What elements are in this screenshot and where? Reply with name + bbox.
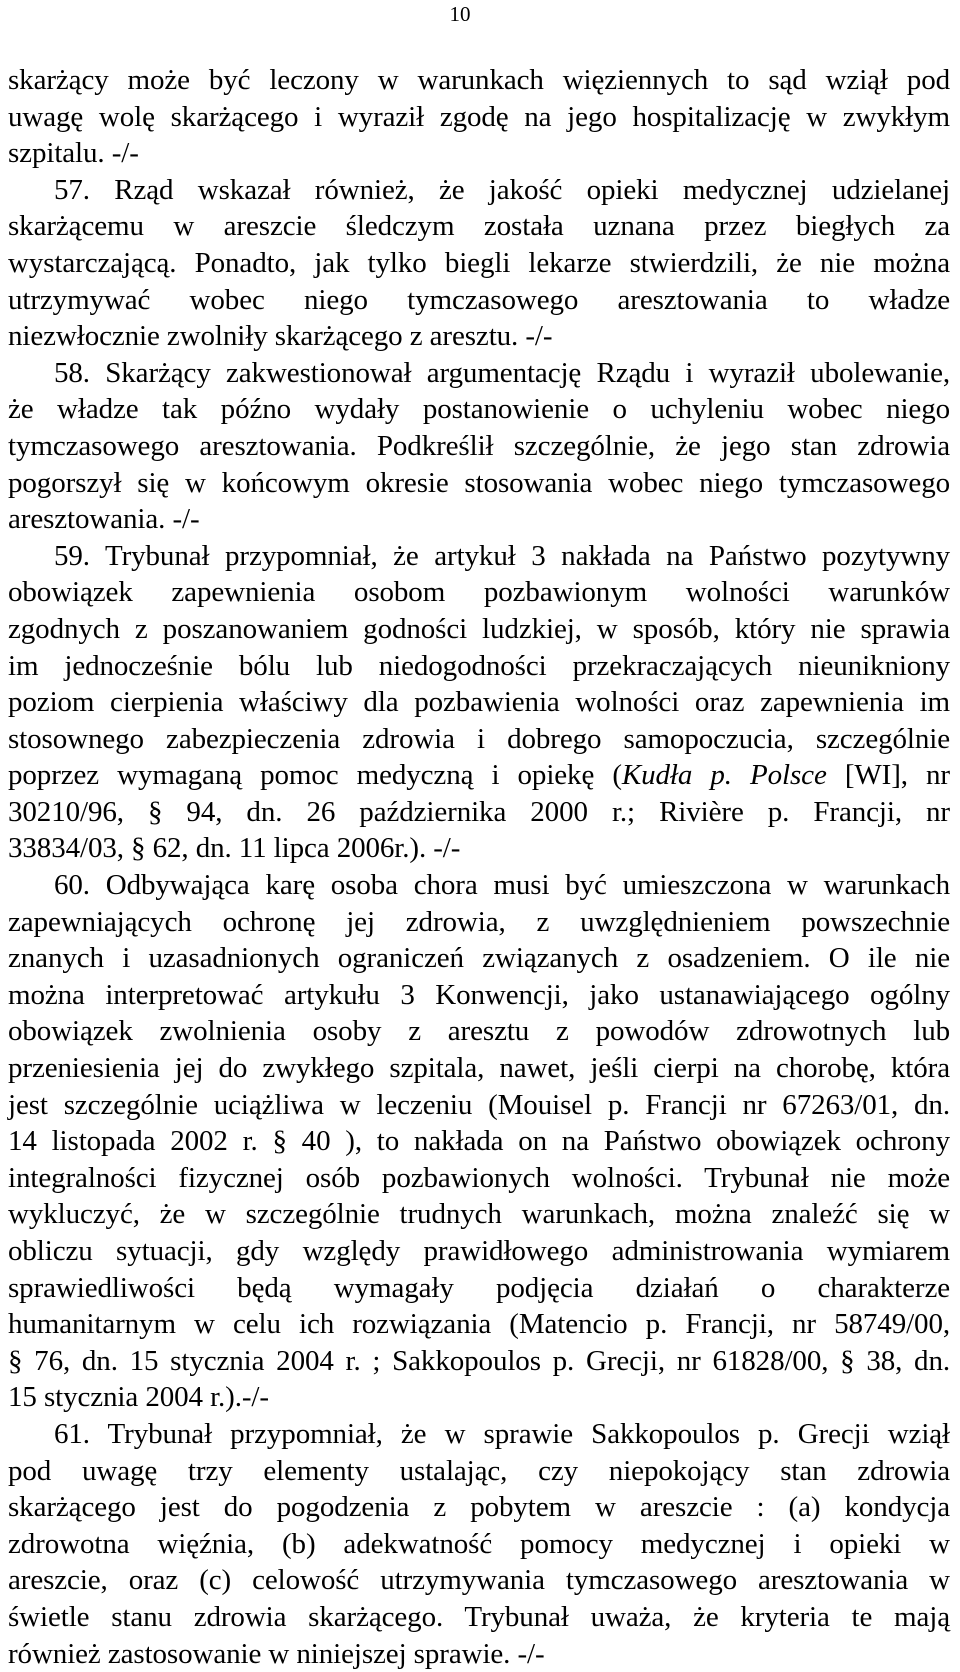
text-line xyxy=(8,1306,950,1343)
text-line xyxy=(8,282,950,319)
text-line xyxy=(8,1013,950,1050)
body-text xyxy=(8,62,950,1672)
text-line xyxy=(8,99,950,136)
text-segment: 30210/96, § 94, dn. 26 października 2000 r.; Rivière p. Francji, nr xyxy=(8,795,950,828)
text-segment: skarżącego jest do pogodzenia z pobytem w areszcie : (a) kondycja xyxy=(8,1491,950,1524)
text-line xyxy=(8,648,950,685)
text-line xyxy=(8,501,950,538)
text-segment: stosownego zabezpieczenia zdrowia i dobrego samopoczucia, szczególnie xyxy=(8,722,950,755)
text-line xyxy=(8,135,950,172)
text-segment: sprawiedliwości będą wymagały podjęcia działań o charakterze xyxy=(8,1271,950,1304)
text-segment: [WI], nr xyxy=(826,759,950,792)
text-line xyxy=(8,62,950,99)
text-segment: integralności fizycznej osób pozbawionych wolności. Trybunał nie może xyxy=(8,1161,950,1194)
text-line xyxy=(8,465,950,502)
text-segment: jest szczególnie uciążliwa w leczeniu (Mouisel p. Francji nr 67263/01, dn. xyxy=(8,1088,950,1121)
page-number: 10 xyxy=(449,2,471,26)
text-segment: humanitarnym w celu ich rozwiązania (Matencio p. Francji, nr 58749/00, xyxy=(8,1308,950,1341)
text-segment: zdrowotna więźnia, (b) adekwatność pomocy medycznej i opieki w xyxy=(8,1527,950,1560)
text-segment: świetle stanu zdrowia skarżącego. Trybunał uważa, że kryteria te mają xyxy=(8,1600,950,1633)
text-line xyxy=(8,1160,950,1197)
text-line xyxy=(8,428,950,465)
text-segment: szpitalu. -/- xyxy=(8,137,139,170)
text-line xyxy=(8,391,950,428)
text-line xyxy=(8,1562,950,1599)
text-segment: 60. Odbywająca karę osoba chora musi być umieszczona w warunkach xyxy=(54,869,950,902)
text-segment: pod uwagę trzy elementy ustalając, czy niepokojący stan zdrowia xyxy=(8,1454,950,1487)
text-line xyxy=(8,1233,950,1270)
text-line xyxy=(8,940,950,977)
text-line xyxy=(8,977,950,1014)
text-line xyxy=(8,1270,950,1307)
text-line xyxy=(8,830,950,867)
text-segment: wykluczyć, że w szczególnie trudnych warunkach, można znaleźć się w xyxy=(8,1198,950,1231)
text-segment: 59. Trybunał przypomniał, że artykuł 3 nakłada na Państwo pozytywny xyxy=(54,539,950,572)
text-line xyxy=(8,1599,950,1636)
text-segment: 14 listopada 2002 r. § 40 ), to nakłada on na Państwo obowiązek ochrony xyxy=(8,1125,950,1158)
text-line xyxy=(8,1489,950,1526)
text-line xyxy=(8,1050,950,1087)
text-line xyxy=(8,245,950,282)
text-segment: zapewniających ochronę jej zdrowia, z uwzględnieniem powszechnie xyxy=(8,905,950,938)
text-segment: przeniesienia jej do zwykłego szpitala, nawet, jeśli cierpi na chorobę, która xyxy=(8,1052,950,1085)
text-segment: poziom cierpienia właściwy dla pozbawienia wolności oraz zapewnienia im xyxy=(8,686,950,719)
text-segment: uwagę wolę skarżącego i wyraził zgodę na jego hospitalizację w zwykłym xyxy=(8,100,950,133)
text-segment: 58. Skarżący zakwestionował argumentację Rządu i wyraził ubolewanie, xyxy=(54,356,950,389)
text-segment: areszcie, oraz (c) celowość utrzymywania tymczasowego aresztowania w xyxy=(8,1564,950,1597)
text-segment: 33834/03, § 62, dn. 11 lipca 2006r.). -/- xyxy=(8,832,461,865)
text-segment: utrzymywać wobec niego tymczasowego aresztowania to władze xyxy=(8,283,950,316)
text-segment: poprzez wymaganą pomoc medyczną i opiekę ( xyxy=(8,759,622,792)
text-line xyxy=(8,1123,950,1160)
text-segment: pogorszył się w końcowym okresie stosowania wobec niego tymczasowego xyxy=(8,466,950,499)
text-line xyxy=(8,794,950,831)
text-line xyxy=(8,1453,950,1490)
text-line xyxy=(8,1087,950,1124)
text-line xyxy=(8,1196,950,1233)
text-line xyxy=(8,1526,950,1563)
text-line xyxy=(8,1416,950,1453)
text-segment: również zastosowanie w niniejszej sprawie. -/- xyxy=(8,1637,545,1670)
text-segment: obowiązek zapewnienia osobom pozbawionym wolności warunków xyxy=(8,576,950,609)
text-segment: niezwłocznie zwolniły skarżącego z aresztu. -/- xyxy=(8,320,553,353)
text-segment: wystarczającą. Ponadto, jak tylko biegli lekarze stwierdzili, że nie można xyxy=(8,246,950,279)
text-segment: można interpretować artykułu 3 Konwencji, jako ustanawiającego ogólny xyxy=(8,978,950,1011)
text-segment: 15 stycznia 2004 r.).-/- xyxy=(8,1381,269,1414)
text-line xyxy=(8,1343,950,1380)
text-segment: 61. Trybunał przypomniał, że w sprawie Sakkopoulos p. Grecji wziął xyxy=(54,1417,950,1450)
text-segment: obliczu sytuacji, gdy względy prawidłowego administrowania wymiarem xyxy=(8,1235,950,1267)
text-line xyxy=(8,757,950,794)
text-line xyxy=(8,574,950,611)
text-line xyxy=(8,611,950,648)
text-line xyxy=(8,904,950,941)
case-name-italic: Kudła p. Polsce xyxy=(621,759,827,792)
text-line xyxy=(8,684,950,721)
text-line xyxy=(8,721,950,758)
text-line xyxy=(8,172,950,209)
text-line xyxy=(8,867,950,904)
text-segment: § 76, dn. 15 stycznia 2004 r. ; Sakkopoulos p. Grecji, nr 61828/00, § 38, dn. xyxy=(8,1344,950,1377)
text-line xyxy=(8,1636,950,1672)
text-segment: aresztowania. -/- xyxy=(8,503,200,536)
text-segment: im jednocześnie bólu lub niedogodności przekraczających nieunikniony xyxy=(8,649,950,682)
text-segment: skarżącemu w areszcie śledczym została uznana przez biegłych za xyxy=(8,210,950,243)
text-line xyxy=(8,1379,950,1416)
text-segment: znanych i uzasadnionych ograniczeń związanych z osadzeniem. O ile nie xyxy=(8,942,950,975)
text-line xyxy=(8,355,950,392)
text-segment: zgodnych z poszanowaniem godności ludzkiej, w sposób, który nie sprawia xyxy=(8,612,950,645)
text-segment: że władze tak późno wydały postanowienie o uchyleniu wobec niego xyxy=(8,393,950,426)
text-line xyxy=(8,538,950,575)
text-segment: obowiązek zwolnienia osoby z aresztu z powodów zdrowotnych lub xyxy=(8,1015,950,1048)
text-segment: 57. Rząd wskazał również, że jakość opieki medycznej udzielanej xyxy=(54,173,950,206)
text-segment: tymczasowego aresztowania. Podkreślił szczególnie, że jego stan zdrowia xyxy=(8,429,950,462)
text-line xyxy=(8,318,950,355)
text-line xyxy=(8,208,950,245)
text-segment: skarżący może być leczony w warunkach więziennych to sąd wziął pod xyxy=(8,64,950,96)
